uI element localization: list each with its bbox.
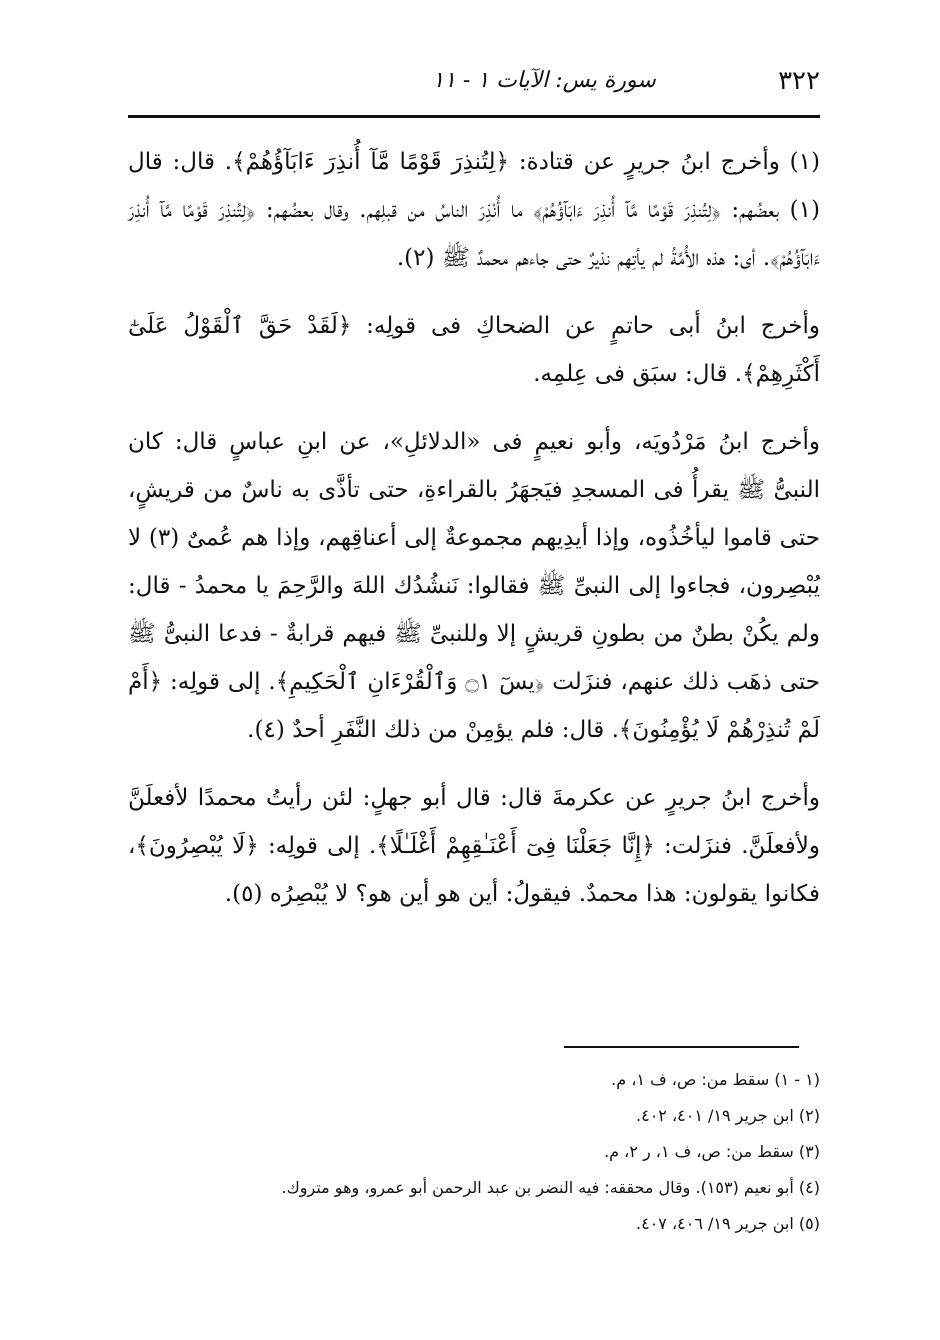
header-rule [128, 115, 820, 118]
footnote-4: (٤) أبو نعيم (١٥٣). وقال محققه: فيه النضر بن عبد الرحمن أبو عمرو، وهو متروك. [281, 1178, 820, 1197]
page-number: ٣٢٢ [778, 66, 820, 96]
footnotes [128, 1062, 820, 1242]
footnote-1: (١ - ١) سقط من: ص، ف ١، م. [611, 1070, 820, 1089]
footnote-rule [564, 1046, 799, 1048]
main-text [128, 138, 820, 938]
footnote-3: (٣) سقط من: ص، ف ١، ر ٢، م. [604, 1142, 820, 1161]
paragraph-ibn-abbas: وأخرج ابنُ مَرْدُويَه، وأبو نعيمٍ فى «الدلائلِ»، عن ابنِ عباسٍ قال: كان النبىُّ ﷺ يقرأُ فى المسجدِ فيَجهَرُ بالقراءةِ، حتى تأذَّى به ناسٌ من قريشٍ، حتى قاموا ليأخُذُوه، وإذا أيدِيهم مجموعةٌ إلى أعناقِهم، وإذا هم عُمىٌ (٣) لا يُبْصِرون، فجاءوا إلى النبىِّ ﷺ فقالوا: نَنشُدُك اللهَ والرَّحِمَ يا محمدُ - قال: ولم يكُنْ بطنٌ من بطونِ قريشٍ إلا وللنبىِّ ﷺ فيهم قرابةٌ - فدعا النبىُّ ﷺ حتى ذهَب ذلك عنهم، فنزَلت ﴿يسٓ ۝١ وَٱلْقُرْءَانِ ٱلْحَكِيمِ﴾. إلى قولِه: ﴿أَمْ لَمْ تُنذِرْهُمْ لَا يُؤْمِنُونَ﴾. قال: فلم يؤمِنْ من ذلك النَّفَرِ أحدٌ (٤). [128, 429, 820, 743]
running-title: سورة يس: الآيات ١ - ١١ [432, 68, 656, 93]
page-header [128, 66, 820, 100]
paragraph-ikrima: وأخرج ابنُ جريرٍ عن عكرمةَ قال: قال أبو جهلٍ: لئن رأيتُ محمدًا لأفعلَنَّ ولأفعلَنَّ. فنزَلت: ﴿إِنَّا جَعَلْنَا فِىٓ أَعْنَـٰقِهِمْ أَغْلَـٰلًا﴾. إلى قولِه: ﴿لَا يُبْصِرُونَ﴾، فكانوا يقولون: هذا محمدٌ. فيقولُ: أين هو أين هو؟ لا يُبْصِرُه (٥). [128, 785, 820, 907]
footnote-5: (٥) ابن جرير ١٩/ ٤٠٦، ٤٠٧. [636, 1214, 820, 1233]
paragraph-dahhak: وأخرج ابنُ أبى حاتمٍ عن الضحاكِ فى قولِه: ﴿لَقَدْ حَقَّ ٱلْقَوْلُ عَلَىٰٓ أَكْثَرِهِمْ﴾. قال: سبَق فى عِلمِه. [128, 313, 820, 387]
paragraph-qatada: (١) وأخرج ابنُ جريرٍ عن قتادة: ﴿لِتُنذِرَ قَوْمًا مَّآ أُنذِرَ ءَابَآؤُهُمْ﴾. قال: قال (١) بعضُهم: ﴿لِتُنذِرَ قَوْمًا مَّآ أُنذِرَ ءَابَآؤُهُمْ﴾ ما أُنْذِرَ الناسُ من قبلِهم. وقال بعضُهم: ﴿لِتُنذِرَ قَوْمًا مَّآ أُنذِرَ ءَابَآؤُهُمْ﴾. أى: هذه الأُمَّةُ لم يأتِهم نذيرٌ حتى جاءهم محمدٌ ﷺ (٢). [128, 149, 820, 271]
footnote-2: (٢) ابن جرير ١٩/ ٤٠١، ٤٠٢. [636, 1106, 820, 1125]
